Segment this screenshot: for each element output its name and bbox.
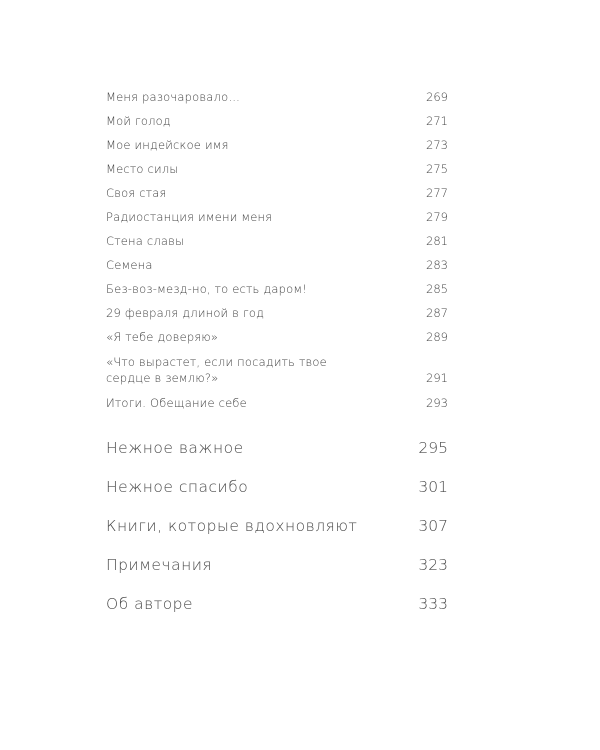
- toc-section-page: 295: [418, 439, 448, 457]
- toc-entry-title: «Я тебе доверяю»: [106, 330, 219, 344]
- toc-section-title: Примечания: [106, 556, 213, 574]
- toc-entry-page: 293: [426, 396, 448, 410]
- toc-section-page: 323: [418, 556, 448, 574]
- toc-entry-title: Место силы: [106, 162, 179, 176]
- toc-entry-title: 29 февраля длиной в год: [106, 306, 265, 320]
- toc-entry-title: Без-воз-мезд-но, то есть даром!: [106, 282, 308, 296]
- toc-entry-page: 289: [426, 330, 448, 344]
- toc-entry-title: Итоги. Обещание себе: [106, 396, 247, 410]
- toc-section-title: Книги, которые вдохновляют: [106, 517, 358, 535]
- toc-section-page: 333: [418, 595, 448, 613]
- toc-entry-title: «Что вырастет, если посадить твое сердце в землю?»: [106, 355, 327, 385]
- toc-entry-page: 279: [426, 210, 448, 224]
- toc-entry-page: 287: [426, 306, 448, 320]
- toc-entry-page: 277: [426, 186, 448, 200]
- toc-entry-title: Радиостанция имени меня: [106, 210, 273, 224]
- toc-section-page: 307: [418, 517, 448, 535]
- toc-entry-title: Мое индейское имя: [106, 138, 229, 152]
- toc-entry-page: 269: [426, 90, 448, 104]
- toc-entry-title: Меня разочаровало…: [106, 90, 241, 104]
- toc-entry-title: Семена: [106, 258, 153, 272]
- toc-entry-title: Мой голод: [106, 114, 171, 128]
- toc-entry-page: 291: [426, 371, 448, 385]
- toc-entry-title: Своя стая: [106, 186, 167, 200]
- toc-entry-page: 281: [426, 234, 448, 248]
- toc-section-title: Об авторе: [106, 595, 194, 613]
- toc-entry-page: 271: [426, 114, 448, 128]
- toc-section-page: 301: [418, 478, 448, 496]
- toc-entry-page: 275: [426, 162, 448, 176]
- toc-section-title: Нежное важное: [106, 439, 244, 457]
- toc-entry-title: Стена славы: [106, 234, 185, 248]
- toc-entry-page: 273: [426, 138, 448, 152]
- toc-section-title: Нежное спасибо: [106, 478, 249, 496]
- toc-entry-page: 285: [426, 282, 448, 296]
- toc-entry-page: 283: [426, 258, 448, 272]
